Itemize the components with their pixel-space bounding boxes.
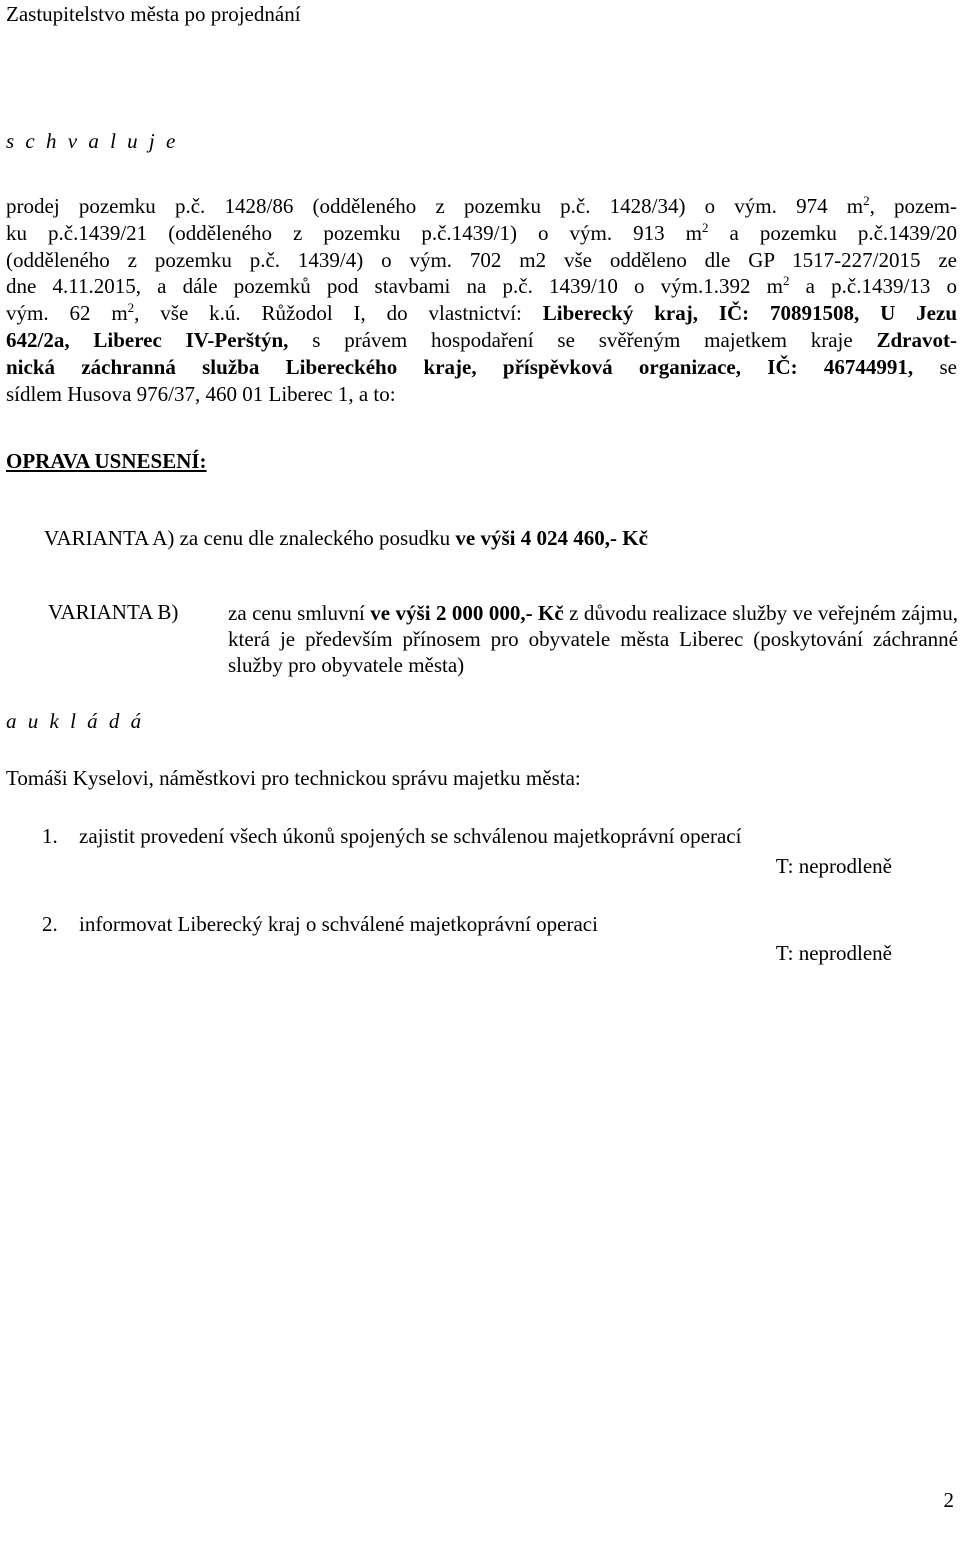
task-text: zajistit provedení všech úkonů spojených se schválenou majetkoprávní operací [79, 824, 742, 848]
paragraph-line: 642/2a, Liberec IV-Perštýn, s právem hospodaření se svěřeným majetkem kraje Zdravot- [6, 327, 957, 352]
task-text: informovat Liberecký kraj o schválené majetkoprávní operaci [79, 912, 598, 936]
section-heading-schvaluje: s c h v a l u j e [6, 129, 179, 153]
paragraph-line: nická záchranná služba Libereckého kraje, příspěvková organizace, IČ: 46744991, se [6, 354, 957, 379]
correction-heading: OPRAVA USNESENÍ: [6, 449, 207, 473]
paragraph-line: ku p.č.1439/21 (odděleného z pozemku p.č.1439/1) o vým. 913 $m^2$ a pozemku p.č.1439/20 [6, 219, 958, 245]
assignee-line: Tomáši Kyselovi, náměstkovi pro technickou správu majetku města: [6, 766, 581, 790]
variant-a-label: VARIANTA A) [44, 526, 175, 550]
task-item [42, 824, 741, 849]
paragraph-line: vým. 62 $m^2$, vše k.ú. Růžodol I, do vlastnictví: Liberecký kraj, IČ: 70891508, U Jezu [6, 300, 957, 326]
variant-a-price: ve výši 4 024 460,- Kč [455, 526, 648, 550]
variant-a [44, 526, 648, 551]
paragraph-line: prodej pozemku p.č. 1428/86 (odděleného z pozemku p.č. 1428/34) o vým. 974 $m^2$, pozem- [6, 193, 957, 218]
variant-b [48, 600, 958, 677]
task-deadline: T: neprodleně [775, 854, 892, 878]
variant-b-label: VARIANTA B) [48, 600, 179, 624]
section-heading-uklada: a u k l á d á [6, 709, 145, 733]
page-number: 2 [943, 1488, 954, 1512]
paragraph-line: sídlem Husova 976/37, 460 01 Liberec 1, a to: [6, 381, 396, 406]
page-header: Zastupitelstvo města po projednání [6, 2, 301, 26]
resolution-paragraph [6, 193, 957, 407]
paragraph-line: (odděleného z pozemku p.č. 1439/4) o vým. 702 m2 vše odděleno dle GP 1517-227/2015 ze [6, 247, 957, 272]
variant-b-price: ve výši 2 000 000,- Kč [370, 601, 564, 625]
paragraph-line: dne 4.11.2015, a dále pozemků pod stavbami na p.č. 1439/10 o vým.1.392 $m^2$ a p.č.1439/13 o [6, 273, 957, 299]
task-number: 1. [42, 824, 58, 848]
task-item [42, 912, 598, 937]
task-number: 2. [42, 912, 58, 936]
task-deadline: T: neprodleně [775, 941, 892, 965]
variant-a-text: za cenu dle znaleckého posudku [174, 526, 456, 550]
variant-b-text: za cenu smluvní ve výši 2 000 000,- Kč z důvodu realizace služby ve veřejném zájmu, která je především přínosem pro obyvatele města Liberec (poskytování záchranné služby pro obyvatele města) [228, 601, 958, 677]
